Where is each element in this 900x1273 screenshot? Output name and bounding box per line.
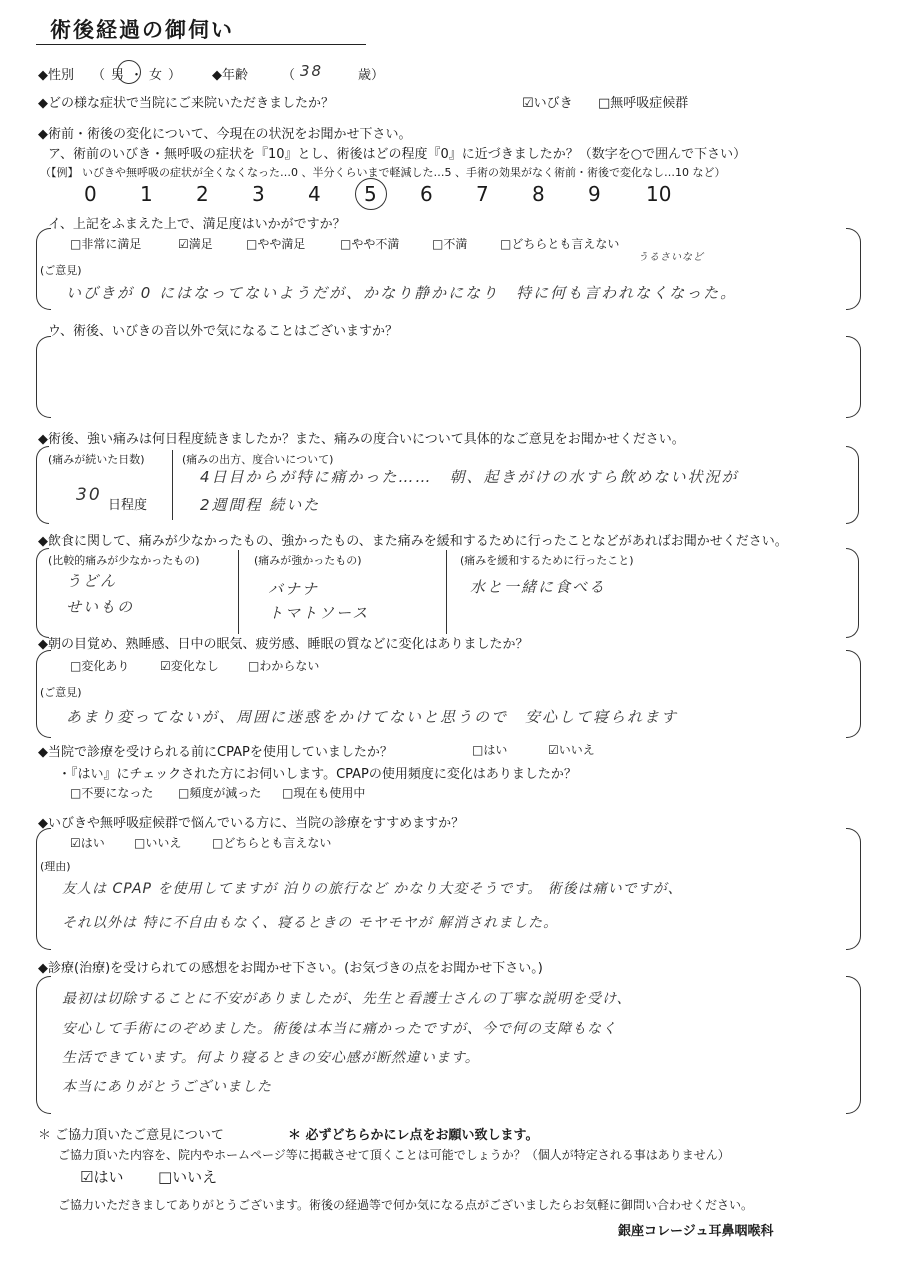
page-title: 術後経過の御伺い bbox=[50, 18, 234, 42]
scale-1[interactable]: 1 bbox=[140, 182, 153, 206]
scale-4[interactable]: 4 bbox=[308, 182, 321, 206]
clinic-name: 銀座コレージュ耳鼻咽喉科 bbox=[618, 1224, 774, 1239]
cpap-sub-option-unneeded[interactable]: □不要になった bbox=[70, 786, 154, 800]
pain-divider bbox=[172, 450, 173, 520]
pain-days-value[interactable]: 30 bbox=[76, 485, 102, 505]
food-divider-1 bbox=[238, 550, 239, 634]
sat-opinion-label: (ご意見) bbox=[40, 264, 82, 277]
sat-option-unsat[interactable]: □不満 bbox=[432, 237, 468, 251]
age-value[interactable]: 38 bbox=[300, 62, 324, 80]
pain-bracket-right bbox=[846, 446, 859, 524]
impression-bracket-left bbox=[36, 976, 51, 1114]
scale-7[interactable]: 7 bbox=[476, 182, 489, 206]
sleep-bracket-right bbox=[846, 650, 861, 738]
pain-detail-line2[interactable]: 2週間程 続いた bbox=[200, 496, 321, 514]
cpap-option-yes[interactable]: □はい bbox=[472, 743, 508, 757]
change-question-a: ア、術前のいびき・無呼吸の症状を『10』とし、術後はどの程度『0』に近づきましたか？（数字を○で囲んで下さい） bbox=[48, 147, 747, 162]
consent-text: ご協力頂いた内容を、院内やホームページ等に掲載させて頂くことは可能でしょうか？（個人が特定される事はありません） bbox=[58, 1148, 730, 1162]
sat-option-very[interactable]: □非常に満足 bbox=[70, 237, 142, 251]
food-bracket-right bbox=[846, 548, 859, 638]
food-col1-label: (比較的痛みが少なかったもの) bbox=[48, 554, 200, 567]
pain-days-label: (痛みが続いた日数) bbox=[48, 453, 145, 466]
scale-0[interactable]: 0 bbox=[84, 182, 97, 206]
impression-line-1[interactable]: 最初は切除することに不安がありましたが、先生と看護士さんの丁寧な説明を受け、 bbox=[62, 991, 632, 1007]
consent-option-no[interactable]: □いいえ bbox=[158, 1168, 218, 1186]
sleep-option-unchanged[interactable]: ☑変化なし bbox=[160, 659, 219, 673]
recommend-reason-label: (理由) bbox=[40, 860, 71, 873]
change-heading: ◆術前・術後の変化について、今現在の状況をお聞かせ下さい。 bbox=[38, 127, 412, 142]
footer-thanks: ご協力いただきましてありがとうございます。術後の経過等で何か気になる点がございましたらお気軽に御問い合わせください。 bbox=[58, 1198, 754, 1212]
change-example: （【例】 いびきや無呼吸の症状が全くなくなった…0 、半分くらいまで軽減した…5 、手術の効果がなく術前・術後で変化なし…10 など） bbox=[40, 166, 726, 179]
title-underline bbox=[36, 44, 366, 45]
pain-days-unit: 日程度 bbox=[108, 498, 148, 513]
food-col1-item-1[interactable]: うどん bbox=[66, 572, 118, 590]
sleep-opinion-label: (ご意見) bbox=[40, 686, 82, 699]
consent-option-yes[interactable]: ☑はい bbox=[80, 1168, 124, 1186]
scale-10[interactable]: 10 bbox=[646, 182, 672, 206]
food-question: ◆飲食に関して、痛みが少なかったもの、強かったもの、また痛みを緩和するために行ったことなどがあればお聞かせください。 bbox=[38, 534, 788, 549]
consent-heading-left: ＊ ご協力頂いたご意見について bbox=[38, 1128, 224, 1143]
satisfaction-bracket-right bbox=[846, 228, 861, 310]
scale-5[interactable]: 5 bbox=[364, 182, 377, 206]
food-col2-item-1[interactable]: バナナ bbox=[268, 580, 320, 598]
scale-2[interactable]: 2 bbox=[196, 182, 209, 206]
impression-question: ◆診療(治療)を受けられての感想をお聞かせ下さい。(お気づきの点をお聞かせ下さい。) bbox=[38, 961, 543, 976]
recommend-reason-line1[interactable]: 友人は CPAP を使用してますが 泊りの旅行など かなり大変そうです。 術後は痛いですが、 bbox=[62, 881, 683, 897]
sleep-question: ◆朝の目覚め、熟睡感、日中の眠気、疲労感、睡眠の質などに変化はありましたか？ bbox=[38, 637, 529, 652]
recommend-option-no[interactable]: □いいえ bbox=[134, 836, 182, 850]
age-label: ◆年齢 bbox=[212, 68, 248, 83]
scale-selected-circle bbox=[355, 178, 387, 210]
scale-6[interactable]: 6 bbox=[420, 182, 433, 206]
food-col3-item-1[interactable]: 水と一緒に食べる bbox=[470, 578, 607, 596]
sleep-opinion-text[interactable]: あまり変ってないが、周囲に迷惑をかけてないと思うので 安心して寝られます bbox=[66, 708, 679, 726]
sat-note-above: うるさいなど bbox=[638, 252, 704, 263]
sat-option-somewhat-unsat[interactable]: □やや不満 bbox=[340, 237, 400, 251]
food-col1-item-2[interactable]: せいもの bbox=[66, 598, 135, 616]
scale-3[interactable]: 3 bbox=[252, 182, 265, 206]
symptom-option-snoring[interactable]: ☑いびき bbox=[522, 96, 573, 111]
cpap-sub-option-current[interactable]: □現在も使用中 bbox=[282, 786, 366, 800]
scale-9[interactable]: 9 bbox=[588, 182, 601, 206]
food-col2-item-2[interactable]: トマトソース bbox=[268, 604, 370, 622]
pain-detail-line1[interactable]: 4日目からが特に痛かった…… 朝、起きがけの水すら飲めない状況が bbox=[200, 468, 739, 486]
other-question: ウ、術後、いびきの音以外で気になることはございますか？ bbox=[48, 324, 398, 339]
gender-selected-circle bbox=[117, 60, 141, 84]
recommend-option-neutral[interactable]: □どちらとも言えない bbox=[212, 836, 332, 850]
symptom-option-apnea[interactable]: □無呼吸症候群 bbox=[598, 96, 689, 111]
gender-label: ◆性別 bbox=[38, 68, 74, 83]
consent-heading-right: ＊ 必ずどちらかにレ点をお願い致します。 bbox=[288, 1128, 539, 1143]
impression-line-2[interactable]: 安心して手術にのぞめました。術後は本当に痛かったですが、今で何の支障もなく bbox=[62, 1021, 617, 1037]
sat-option-neutral[interactable]: □どちらとも言えない bbox=[500, 237, 620, 251]
cpap-question: ◆当院で診療を受けられる前にCPAPを使用していましたか？ bbox=[38, 745, 393, 760]
recommend-bracket-left bbox=[36, 828, 51, 950]
sat-option-somewhat[interactable]: □やや満足 bbox=[246, 237, 306, 251]
sat-option-satisfied[interactable]: ☑満足 bbox=[178, 237, 213, 251]
impression-bracket-right bbox=[846, 976, 861, 1114]
sat-opinion-text[interactable]: いびきが 0 にはなってないようだが、かなり静かになり 特に何も言われなくなった。 bbox=[66, 284, 738, 302]
sleep-option-unknown[interactable]: □わからない bbox=[248, 659, 320, 673]
cpap-sub-option-reduced[interactable]: □頻度が減った bbox=[178, 786, 262, 800]
other-bracket-right bbox=[846, 336, 861, 418]
pain-detail-label: (痛みの出方、度合いについて) bbox=[182, 453, 334, 466]
recommend-question: ◆いびきや無呼吸症候群で悩んでいる方に、当院の診療をすすめますか？ bbox=[38, 816, 465, 831]
food-col3-label: (痛みを緩和するために行ったこと) bbox=[460, 554, 634, 567]
food-divider-2 bbox=[446, 550, 447, 634]
impression-line-4[interactable]: 本当にありがとうございました bbox=[62, 1079, 272, 1095]
cpap-sub-question: ・『はい』にチェックされた方にお伺いします。CPAPの使用頻度に変化はありましたか？ bbox=[58, 767, 577, 782]
food-col2-label: (痛みが強かったもの) bbox=[254, 554, 362, 567]
pain-question: ◆術後、強い痛みは何日程度続きましたか？また、痛みの度合いについて具体的なご意見をお聞かせください。 bbox=[38, 432, 685, 447]
recommend-reason-line2[interactable]: それ以外は 特に不自由もなく、寝るときの モヤモヤが 解消されました。 bbox=[62, 915, 559, 931]
scale-8[interactable]: 8 bbox=[532, 182, 545, 206]
gender-options: （男・女） bbox=[92, 68, 188, 83]
satisfaction-question: イ、上記をふまえた上で、満足度はいかがですか？ bbox=[48, 217, 346, 232]
recommend-option-yes[interactable]: ☑はい bbox=[70, 836, 105, 850]
cpap-option-no[interactable]: ☑いいえ bbox=[548, 743, 595, 757]
symptom-question: ◆どの様な症状で当院にご来院いただきましたか？ bbox=[38, 96, 334, 111]
other-bracket-left bbox=[36, 336, 51, 418]
sleep-option-changed[interactable]: □変化あり bbox=[70, 659, 130, 673]
impression-line-3[interactable]: 生活できています。何より寝るときの安心感が断然違います。 bbox=[62, 1050, 480, 1066]
age-unit: 歳） bbox=[358, 68, 385, 83]
recommend-bracket-right bbox=[846, 828, 861, 950]
